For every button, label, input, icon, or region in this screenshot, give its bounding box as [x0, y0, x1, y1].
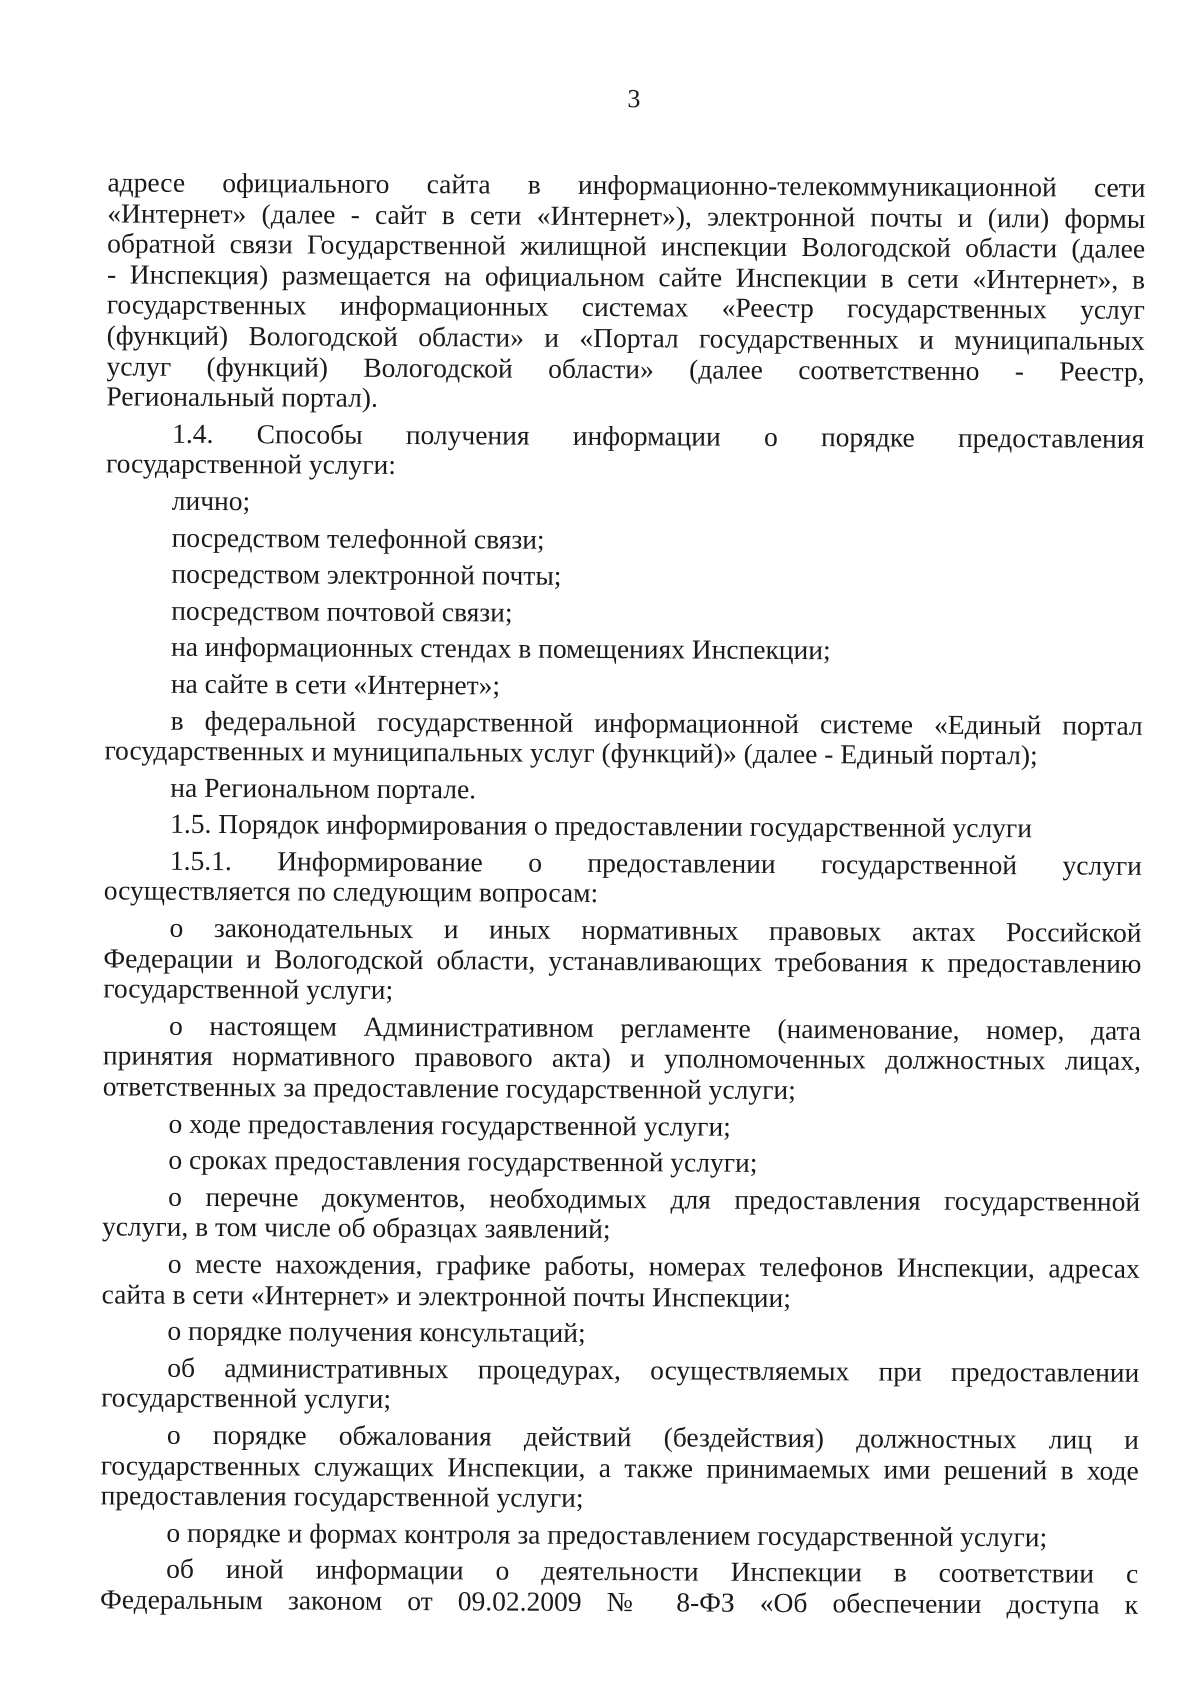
text-line: Региональный портал).: [106, 380, 378, 413]
text-line: услуг (функций) Вологодской области» (далее соответственно - Реестр,: [106, 349, 1145, 387]
list-item: о месте нахождения, графике работы, номерах телефонов Инспекции, адресах: [167, 1247, 1140, 1284]
text-line: сайта в сети «Интернет» и электронной почты Инспекции;: [101, 1277, 791, 1313]
list-item: о перечне документов, необходимых для предоставления государственной: [168, 1180, 1141, 1217]
list-item: в федеральной государственной информационной системе «Единый портал: [170, 704, 1143, 741]
section-heading-1-5: 1.5. Порядок информирования о предоставлении государственной услуги: [170, 808, 1033, 844]
list-item: о порядке обжалования действий (бездействия) должностных лиц и: [166, 1418, 1140, 1455]
section-heading-1-4: 1.4. Способы получения информации о порядке предоставления: [172, 417, 1145, 454]
page-number: 3: [627, 84, 641, 114]
list-item: на информационных стендах в помещениях Инспекции;: [170, 631, 831, 666]
list-item: на Региональном портале.: [170, 771, 477, 805]
list-item: о сроках предоставления государственной услуги;: [168, 1143, 758, 1179]
text-line: государственной услуги:: [105, 447, 397, 481]
text-line: государственных информационных системах «Реестр государственных услуг: [106, 288, 1145, 326]
text-line: ответственных за предоставление государственной услуги;: [102, 1070, 796, 1106]
text-line: государственной услуги;: [103, 972, 394, 1006]
list-item: об иной информации о деятельности Инспекции в соответствии с: [166, 1553, 1139, 1590]
list-item: о порядке и формах контроля за предоставлением государственной услуги;: [166, 1516, 1048, 1553]
text-line: Федерации и Вологодской области, устанавливающих требования к предоставлению: [103, 942, 1142, 979]
list-item: на сайте в сети «Интернет»;: [170, 667, 501, 701]
text-line: услуги, в том числе об образцах заявлений;: [101, 1210, 611, 1245]
list-item: лично;: [171, 484, 251, 517]
section-heading-1-5-1: 1.5.1. Информирование о предоставлении государственной услуги: [169, 844, 1143, 881]
document-body: [100, 167, 1146, 1620]
text-line: государственных и муниципальных услуг (функций)» (далее - Единый портал);: [104, 734, 1038, 771]
text-line: принятия нормативного правового акта) и уполномоченных должностных лицах,: [102, 1039, 1141, 1077]
text-line: адресе официального сайта в информационно-телекоммуникационной сети: [107, 166, 1146, 203]
list-item: посредством электронной почты;: [171, 557, 562, 591]
text-line: предоставления государственной услуги;: [100, 1479, 584, 1514]
list-item: посредством почтовой связи;: [171, 594, 513, 628]
text-line: осуществляется по следующим вопросам:: [103, 874, 599, 909]
list-item: о порядке получения консультаций;: [167, 1314, 586, 1349]
list-item: о ходе предоставления государственной услуги;: [168, 1107, 731, 1142]
list-item: о законодательных и иных нормативных правовых актах Российской: [169, 911, 1142, 948]
text-line: (функций) Вологодской области» и «Портал государственных и муниципальных: [106, 319, 1145, 356]
text-line: обратной связи Государственной жилищной инспекции Вологодской области (далее: [107, 227, 1146, 265]
text-line: государственных служащих Инспекции, а также принимаемых ими решений в ходе: [100, 1448, 1139, 1486]
text-line: - Инспекция) размещается на официальном сайте Инспекции в сети «Интернет», в: [106, 258, 1146, 295]
list-item: об административных процедурах, осуществляемых при предоставлении: [167, 1351, 1140, 1388]
list-item: о настоящем Административном регламенте (наименование, номер, дата: [168, 1009, 1142, 1046]
list-item: посредством телефонной связи;: [171, 521, 545, 555]
text-line: государственной услуги;: [101, 1381, 392, 1415]
text-line: «Интернет» (далее - сайт в сети «Интернет»), электронной почты и (или) формы: [107, 197, 1146, 234]
text-line: Федеральным законом от 09.02.2009 № 8-ФЗ «Об обеспечении доступа к: [99, 1583, 1139, 1620]
